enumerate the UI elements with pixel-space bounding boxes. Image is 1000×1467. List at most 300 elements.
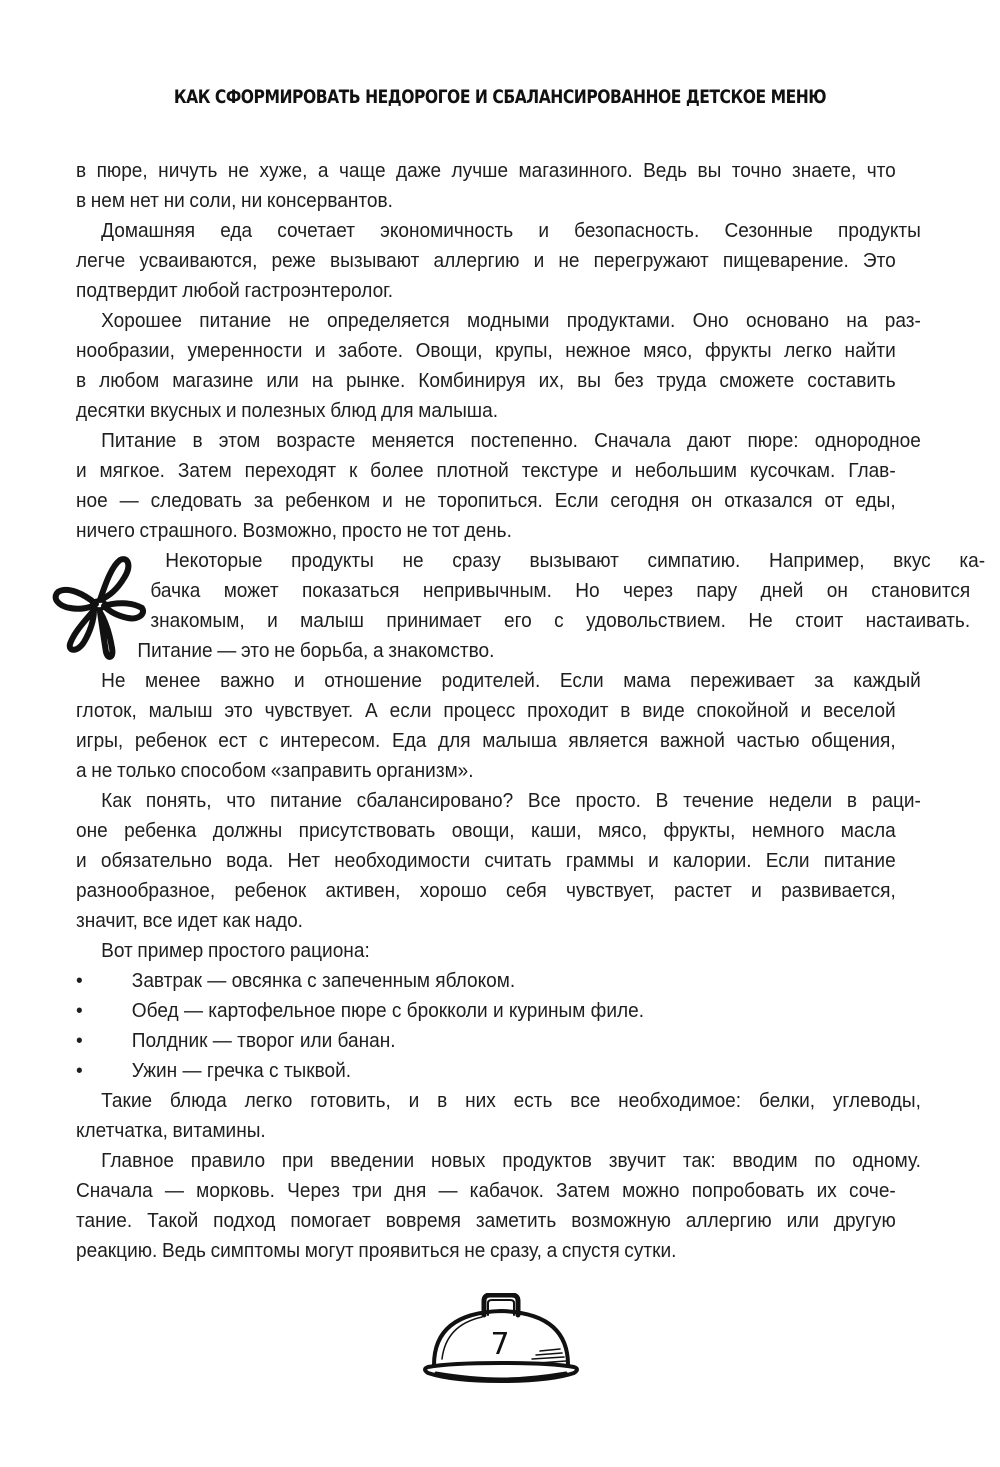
word: важно — [220, 669, 275, 692]
word: оне — [76, 819, 108, 842]
word: а — [546, 1239, 558, 1262]
word: не — [464, 1239, 486, 1262]
word: виде — [642, 699, 685, 722]
word: Питание — [101, 429, 177, 452]
word: ничего — [76, 519, 135, 542]
word: Хорошее — [101, 309, 182, 332]
word: овощи, — [451, 819, 515, 842]
word: и — [294, 669, 305, 692]
word: фрукты — [704, 339, 772, 362]
word: ребенок — [234, 879, 307, 902]
word: вы — [577, 369, 601, 392]
word: проявиться — [358, 1239, 460, 1262]
word: в — [846, 789, 858, 812]
word: попробовать — [691, 1179, 805, 1202]
word: этом — [218, 429, 261, 452]
word: мясо, — [643, 339, 693, 362]
word: надо. — [254, 909, 303, 932]
word: труда — [656, 369, 707, 392]
word: глоток, — [76, 699, 137, 722]
bullet-icon: • — [76, 1059, 83, 1082]
word: при — [281, 1149, 314, 1172]
word: нежное — [565, 339, 631, 362]
word: введении — [330, 1149, 415, 1172]
word: растет — [673, 879, 732, 902]
list-item — [76, 1026, 839, 1056]
word: Если — [765, 849, 810, 872]
list-item — [76, 996, 839, 1026]
word: вводим — [732, 1149, 798, 1172]
word: мягкое. — [99, 459, 165, 482]
word: блюда — [169, 1089, 227, 1112]
paragraph — [76, 306, 921, 426]
word: отношение — [324, 669, 422, 692]
word: менее — [145, 669, 201, 692]
word: ребенком — [285, 489, 371, 512]
word: нем — [90, 189, 126, 212]
word: вода. — [226, 849, 274, 872]
word: без — [613, 369, 644, 392]
word: не — [288, 309, 310, 332]
text-line — [76, 156, 896, 186]
bullet-icon: • — [76, 999, 83, 1022]
word: А — [365, 699, 378, 722]
word: питание — [270, 789, 342, 812]
word: даже — [396, 159, 442, 182]
word: раз- — [884, 309, 921, 332]
word: хуже, — [259, 159, 308, 182]
paragraph — [76, 216, 921, 306]
word: общения, — [811, 729, 896, 752]
word: можно — [622, 1179, 680, 1202]
word: хорошо — [419, 879, 487, 902]
word: Это — [862, 249, 896, 272]
word: переходят — [244, 459, 337, 482]
word: веселой — [823, 699, 896, 722]
word: питание — [199, 309, 272, 332]
text-line — [76, 816, 896, 846]
text-line — [76, 606, 970, 636]
word: крупы, — [495, 339, 553, 362]
text-line — [76, 426, 921, 456]
word: не — [558, 249, 580, 272]
word: страшного. — [139, 519, 238, 542]
word: белки, — [758, 1089, 816, 1112]
word: проходит — [527, 699, 609, 722]
word: что — [866, 159, 896, 182]
word: спокойной — [696, 699, 789, 722]
word: значит, — [76, 909, 138, 932]
word: не — [274, 639, 296, 662]
text-line — [76, 456, 896, 486]
word: необходимое: — [618, 1089, 742, 1112]
word: знакомым, — [150, 609, 245, 632]
text-line — [76, 246, 896, 276]
word: три — [352, 1179, 383, 1202]
word: за — [814, 669, 834, 692]
text-line — [76, 846, 896, 876]
word: понять, — [145, 789, 212, 812]
word: заботе. — [338, 339, 404, 362]
word: Вот — [101, 939, 133, 962]
word: клетчатка, — [76, 1119, 168, 1142]
word: пример — [137, 939, 204, 962]
word: каждый — [853, 669, 921, 692]
running-title: КАК СФОРМИРОВАТЬ НЕДОРОГОЕ И СБАЛАНСИРОВАННОЕ ДЕТСКОЕ МЕНЮ — [173, 86, 827, 108]
word: интересом. — [280, 729, 381, 752]
word: мясо, — [597, 819, 648, 842]
word: ест — [218, 729, 248, 752]
word: граммы — [565, 849, 634, 872]
word: не — [91, 759, 113, 782]
word: непривычным. — [422, 579, 552, 602]
bullet-icon: • — [76, 969, 83, 992]
word: еда — [220, 219, 253, 242]
word: экономичность — [380, 219, 514, 242]
word: в — [76, 159, 87, 182]
paragraph — [76, 666, 921, 786]
word: для — [381, 399, 414, 422]
word: Комбинируя — [418, 369, 526, 392]
word: и — [76, 849, 87, 872]
word: Питание — [137, 639, 213, 662]
list-item-text: Завтрак — овсянка с запеченным яблоком. — [131, 969, 516, 992]
text-line — [76, 666, 921, 696]
word: родителей. — [441, 669, 541, 692]
word: недели — [768, 789, 833, 812]
word: Ведь — [643, 159, 688, 182]
word: чувствует, — [566, 879, 655, 902]
word: Все — [527, 789, 561, 812]
word: точно — [731, 159, 782, 182]
word: масла — [840, 819, 896, 842]
word: или — [266, 369, 299, 392]
word: что — [226, 789, 256, 812]
word: — — [119, 489, 139, 512]
word: питание — [823, 849, 896, 872]
word: их — [816, 1179, 837, 1202]
word: ни — [163, 189, 185, 212]
word: не — [404, 489, 426, 512]
text-line — [76, 1206, 896, 1236]
text-line — [76, 1176, 896, 1206]
word: с — [554, 609, 564, 632]
word: Еда — [391, 729, 427, 752]
word: Сезонные — [724, 219, 813, 242]
word: готовить, — [310, 1089, 391, 1112]
word: в — [437, 1089, 448, 1112]
word: на — [311, 369, 333, 392]
page-footer — [412, 1293, 588, 1393]
word: звучит — [608, 1149, 667, 1172]
word: и — [267, 609, 278, 632]
word: это — [224, 699, 253, 722]
word: становится — [871, 579, 971, 602]
word: не — [227, 159, 250, 182]
word: и — [225, 399, 237, 422]
word: пюре, — [96, 159, 148, 182]
list-item — [76, 1056, 839, 1086]
word: продуктов — [502, 1149, 592, 1172]
paragraph — [76, 156, 896, 216]
word: ка- — [959, 549, 986, 572]
paragraph — [76, 1086, 921, 1146]
word: них — [465, 1089, 496, 1112]
word: продуктами. — [566, 309, 676, 332]
word: принимает — [386, 609, 482, 632]
word: малыш — [148, 699, 213, 722]
word: малыша. — [418, 399, 499, 422]
word: морковь. — [196, 1179, 275, 1202]
word: перегружают — [593, 249, 709, 272]
word: Такой — [147, 1209, 199, 1232]
word: консервантов. — [266, 189, 393, 212]
word: дают — [686, 429, 732, 452]
word: может — [223, 579, 279, 602]
word: заметить — [475, 1209, 557, 1232]
word: процесс — [443, 699, 516, 722]
word: через — [622, 579, 674, 602]
page-number: 7 — [490, 1327, 510, 1362]
word: и — [76, 459, 87, 482]
word: однородное — [814, 429, 921, 452]
word: Некоторые — [165, 549, 263, 572]
word: развивается, — [781, 879, 896, 902]
text-line — [76, 1116, 896, 1146]
word: если — [389, 699, 432, 722]
word: и — [538, 219, 549, 242]
text-line — [76, 936, 921, 966]
word: вызывают — [329, 249, 420, 272]
word: вы — [697, 159, 722, 182]
word: Главное — [101, 1149, 174, 1172]
word: рынке. — [345, 369, 406, 392]
text-line — [76, 1086, 921, 1116]
word: подход — [213, 1209, 276, 1232]
paragraph — [76, 1146, 921, 1266]
word: или — [786, 1209, 820, 1232]
word: вкусных — [149, 399, 222, 422]
word: ребенок — [134, 729, 207, 752]
word: калории. — [673, 849, 752, 872]
word: продукты — [838, 219, 921, 242]
word: организм». — [376, 759, 474, 782]
running-header — [90, 86, 910, 108]
word: борьба, — [299, 639, 369, 662]
word: бачка — [150, 579, 201, 602]
word: считать — [484, 849, 552, 872]
text-line — [76, 276, 896, 306]
word: нообразии, — [76, 339, 175, 362]
text-line — [76, 696, 896, 726]
word: кусочкам. — [749, 459, 836, 482]
text-line — [76, 486, 896, 516]
word: Оно — [692, 309, 729, 332]
word: и — [408, 1089, 420, 1112]
paragraph — [76, 936, 896, 966]
word: другую — [833, 1209, 896, 1232]
word: Как — [101, 789, 132, 812]
list-item-text: Ужин — гречка с тыквой. — [131, 1059, 352, 1082]
text-line — [76, 786, 921, 816]
word: гастроэнтеролог. — [244, 279, 394, 302]
word: Такие — [101, 1089, 153, 1112]
word: Глав- — [848, 459, 896, 482]
word: в — [192, 429, 203, 452]
menu-list — [76, 966, 896, 1086]
word: Но — [575, 579, 600, 602]
text-line — [76, 336, 896, 366]
word: от — [824, 489, 844, 512]
word: дней — [760, 579, 804, 602]
text-line — [76, 546, 985, 576]
word: стоит — [795, 609, 844, 632]
word: и — [648, 849, 659, 872]
word: плотной — [436, 459, 509, 482]
word: вкус — [893, 549, 931, 572]
word: — — [438, 1179, 458, 1202]
word: рациона: — [289, 939, 370, 962]
word: модными — [467, 309, 550, 332]
word: помогает — [290, 1209, 371, 1232]
text-line — [76, 186, 896, 216]
word: переживает — [690, 669, 795, 692]
word: себя — [506, 879, 547, 902]
word: а — [317, 159, 329, 182]
text-line — [76, 306, 921, 336]
word: постепенно. — [470, 429, 578, 452]
word: и — [611, 459, 622, 482]
word: немного — [751, 819, 825, 842]
word: а — [76, 759, 87, 782]
word: его — [504, 609, 532, 632]
word: чувствует. — [264, 699, 354, 722]
word: тот — [432, 519, 460, 542]
text-line — [76, 396, 896, 426]
word: в — [76, 189, 87, 212]
word: Не — [748, 609, 773, 632]
word: легко — [244, 1089, 293, 1112]
word: знакомство. — [388, 639, 495, 662]
word: Нет — [287, 849, 320, 872]
word: реже — [271, 249, 316, 272]
word: фрукты, — [663, 819, 736, 842]
word: сразу, — [489, 1239, 542, 1262]
word: блюд — [330, 399, 377, 422]
word: возрасте — [276, 429, 356, 452]
word: каши, — [530, 819, 582, 842]
word: Например, — [768, 549, 865, 572]
list-item-text: Полдник — творог или банан. — [131, 1029, 396, 1052]
word: полезных — [241, 399, 326, 422]
word: показаться — [301, 579, 400, 602]
word: только — [117, 759, 176, 782]
text-line — [76, 906, 896, 936]
word: сегодня — [610, 489, 680, 512]
word: аллергию — [433, 249, 520, 272]
word: десятки — [76, 399, 146, 422]
word: простого — [207, 939, 286, 962]
word: легче — [76, 249, 126, 272]
text-line — [76, 576, 970, 606]
word: возможную — [571, 1209, 671, 1232]
word: лучше — [451, 159, 509, 182]
word: углеводы, — [832, 1089, 921, 1112]
word: должны — [212, 819, 283, 842]
word: и — [314, 339, 326, 362]
word: тание. — [76, 1209, 133, 1232]
text-line — [76, 516, 896, 546]
word: ни — [241, 189, 263, 212]
word: торопиться. — [437, 489, 543, 512]
word: частью — [736, 729, 800, 752]
word: является — [568, 729, 649, 752]
word: сутки. — [624, 1239, 677, 1262]
word: определяется — [327, 309, 450, 332]
word: в — [620, 699, 631, 722]
flower-icon — [48, 552, 148, 664]
word: пару — [696, 579, 738, 602]
word: кабачок. — [469, 1179, 544, 1202]
word: спустя — [561, 1239, 620, 1262]
word: с — [258, 729, 269, 752]
word: текстуре — [521, 459, 599, 482]
word: меняется — [371, 429, 455, 452]
word: Возможно, — [242, 519, 338, 542]
word: безопасность. — [574, 219, 700, 242]
paragraph — [76, 786, 921, 936]
word: мама — [623, 669, 671, 692]
word: — — [164, 1179, 184, 1202]
word: к — [348, 459, 358, 482]
word: а — [372, 639, 384, 662]
word: небольшим — [634, 459, 737, 482]
text-line — [76, 1146, 921, 1176]
word: все — [142, 909, 173, 932]
word: магазине — [172, 369, 254, 392]
text-line — [76, 366, 896, 396]
word: по — [814, 1149, 836, 1172]
word: необходимости — [334, 849, 471, 872]
word: основано — [746, 309, 829, 332]
word: реакцию. — [76, 1239, 158, 1262]
word: разнообразное, — [76, 879, 216, 902]
text-line — [76, 1236, 896, 1266]
word: Овощи, — [415, 339, 483, 362]
page-body — [76, 156, 986, 1266]
word: он — [691, 489, 713, 512]
word: он — [826, 579, 848, 602]
word: более — [370, 459, 424, 482]
word: не — [406, 519, 428, 542]
word: просто — [341, 519, 402, 542]
word: Сначала — [76, 1179, 153, 1202]
word: В — [655, 789, 669, 812]
word: есть — [513, 1089, 553, 1112]
text-line — [76, 726, 896, 756]
word: могут — [304, 1239, 354, 1262]
word: удовольствием. — [586, 609, 726, 632]
word: сочетает — [277, 219, 355, 242]
word: усваиваются, — [139, 249, 258, 272]
word: любой — [182, 279, 240, 302]
word: малыш — [300, 609, 364, 632]
word: и — [751, 879, 762, 902]
word: правило — [190, 1149, 266, 1172]
word: сразу — [452, 549, 501, 572]
text-line — [76, 216, 921, 246]
word: еды, — [855, 489, 896, 512]
